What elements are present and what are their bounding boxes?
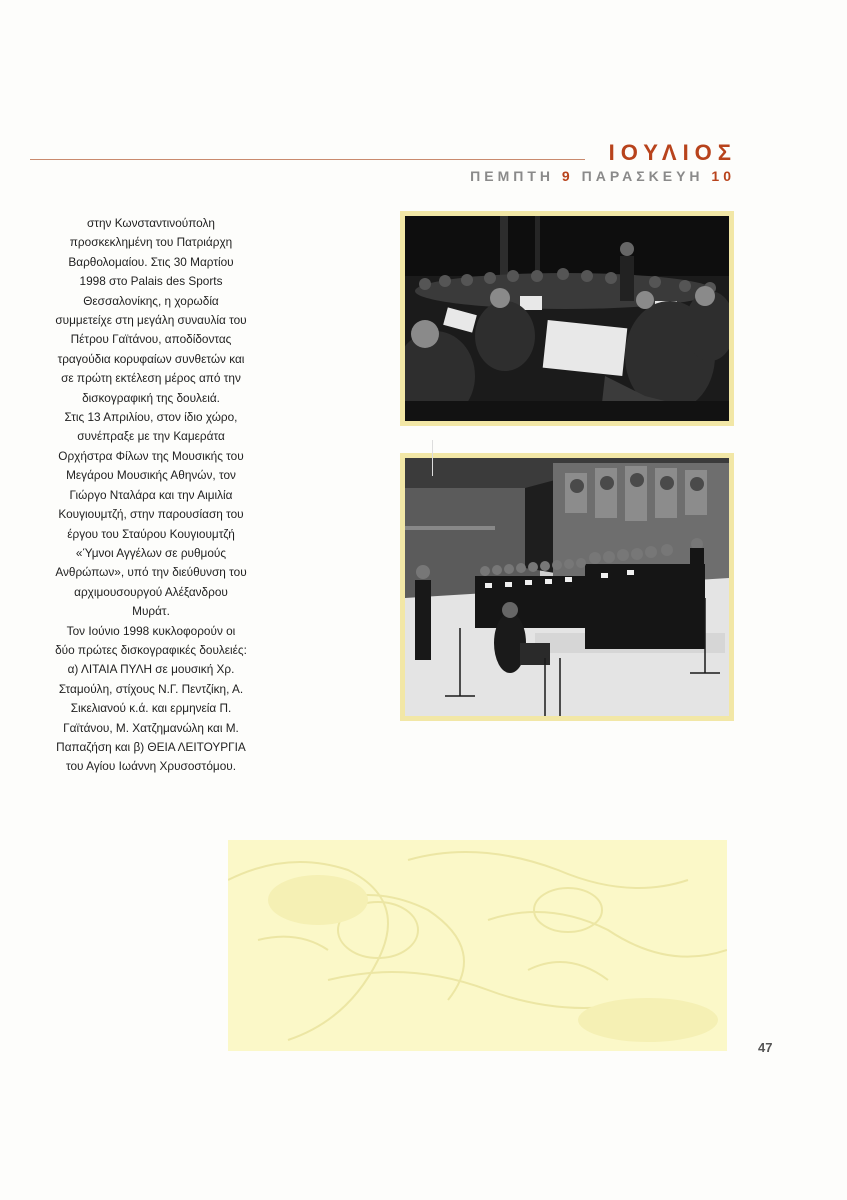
body-line: προσκεκλημένη του Πατριάρχη	[69, 235, 233, 250]
body-line: Βαρθολομαίου. Στις 30 Μαρτίου	[68, 254, 234, 269]
body-line: Μεγάρου Μουσικής Αθηνών, τον	[66, 468, 236, 483]
body-line: Παπαζήση και β) ΘΕΙΑ ΛΕΙΤΟΥΡΓΙΑ	[56, 739, 246, 754]
day1-number: 9	[561, 168, 574, 184]
orchestra-photo-frame	[400, 211, 734, 426]
body-line: Σικελιανού κ.ά. και ερμηνεία Π.	[70, 701, 232, 716]
body-line: Σταμούλη, στίχους Ν.Γ. Πεντζίκη, Α.	[58, 681, 244, 696]
body-line: α) ΛΙΤΑΙΑ ΠΥΛΗ σε μουσική Χρ.	[67, 662, 235, 677]
body-line: έργου του Σταύρου Κουγιουμτζή	[67, 526, 235, 541]
days-line	[470, 168, 735, 184]
body-line: Γιώργο Νταλάρα και την Αιμιλία	[69, 487, 233, 502]
body-line: Ανθρώπων», υπό την διεύθυνση του	[55, 565, 247, 580]
body-line: Τον Ιούνιο 1998 κυκλοφορούν οι	[66, 623, 236, 638]
body-line: δύο πρώτες δισκογραφικές δουλειές:	[55, 642, 247, 657]
day2-name: ΠΑΡΑΣΚΕΥΗ	[581, 168, 704, 184]
body-line: συμμετείχε στη μεγάλη συναυλία του	[55, 313, 247, 328]
header-rule	[30, 159, 585, 160]
body-line: δισκογραφική της δουλειά.	[82, 390, 220, 405]
body-line: Στις 13 Απριλίου, στον ίδιο χώρο,	[64, 410, 238, 425]
fresco-decoration	[228, 840, 727, 1051]
choir-photo	[405, 458, 729, 716]
day2-number: 10	[711, 168, 735, 184]
choir-photo-frame	[400, 453, 734, 721]
body-line: συνέπραξε με την Καμεράτα	[77, 429, 225, 444]
body-line: τραγούδια κορυφαίων συνθετών και	[57, 351, 245, 366]
body-line: στην Κωνσταντινούπολη	[87, 216, 215, 230]
body-line: Ορχήστρα Φίλων της Μουσικής του	[58, 448, 244, 463]
body-line: Γαϊτάνου, Μ. Χατζημανώλη και Μ.	[63, 720, 239, 735]
body-line: Θεσσαλονίκης, η χορωδία	[83, 293, 219, 308]
body-line: 1998 στο Palais des Sports	[79, 274, 223, 289]
body-line: του Αγίου Ιωάννη Χρυσοστόμου.	[65, 759, 236, 774]
orchestra-photo	[405, 216, 729, 421]
body-line: Πέτρου Γαϊτάνου, αποδίδοντας	[70, 332, 232, 347]
body-line: «Ύμνοι Αγγέλων σε ρυθμούς	[75, 545, 227, 560]
body-line: Μυράτ.	[132, 604, 170, 619]
body-line: αρχιμουσουργού Αλέξανδρου	[74, 584, 228, 599]
fold-mark	[432, 440, 433, 476]
month-title: ΙΟΥΛΙΟΣ	[608, 140, 737, 165]
body-line: σε πρώτη εκτέλεση μέρος από την	[61, 371, 241, 386]
day1-name: ΠΕΜΠΤΗ	[470, 168, 555, 184]
page-number: 47	[758, 1040, 773, 1055]
body-text	[26, 214, 276, 777]
body-line: Κουγιουμτζή, στην παρουσίαση του	[58, 507, 244, 522]
